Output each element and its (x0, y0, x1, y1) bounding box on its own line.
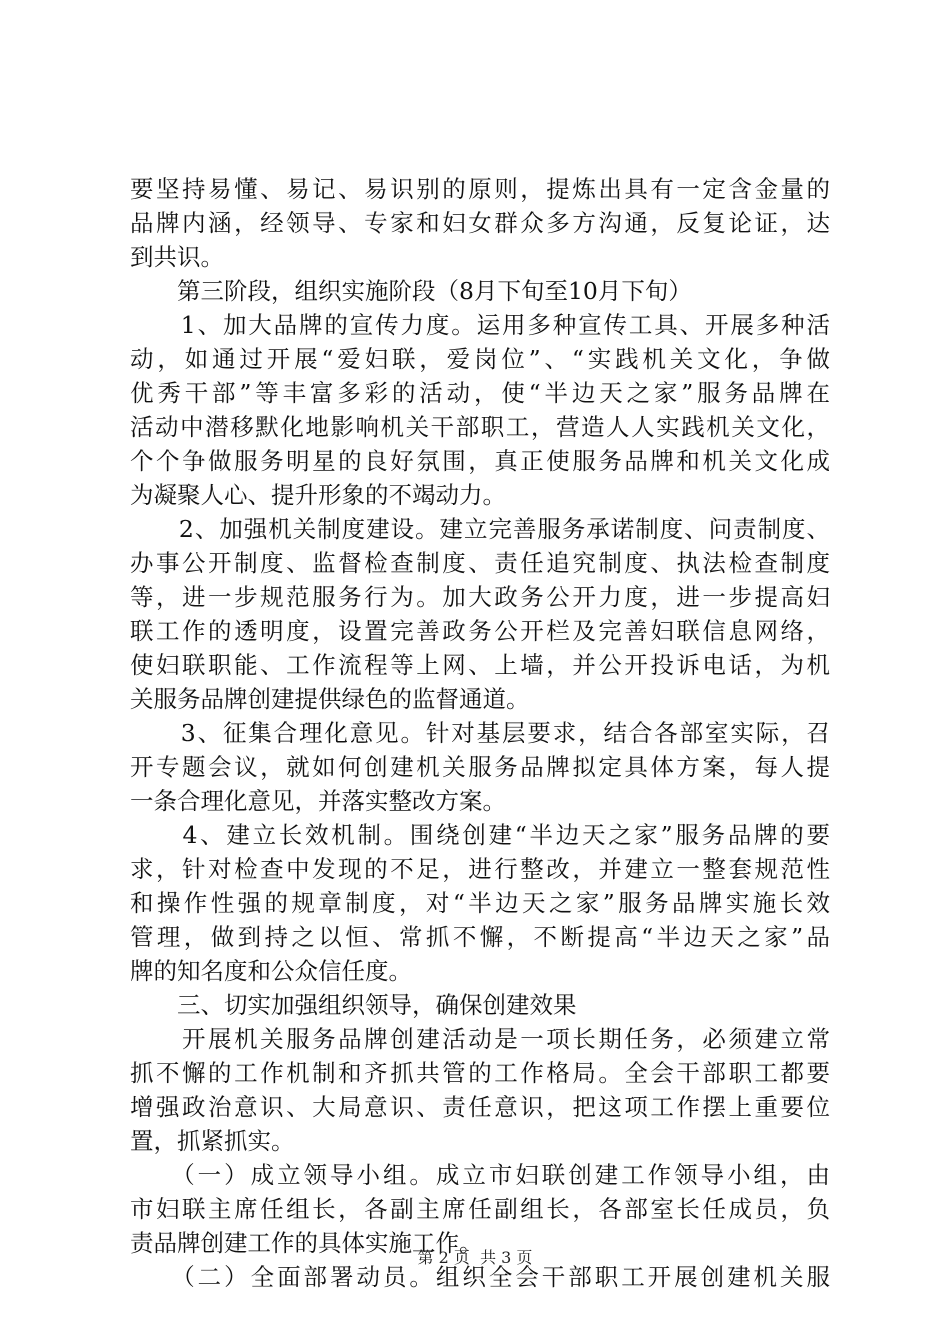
text-line: 责品牌创建工作的具体实施工作。 (130, 1229, 483, 1257)
page-footer (0, 1248, 950, 1268)
text-line: 抓不懈的工作机制和齐抓共管的工作格局。全会干部职工都要 (130, 1059, 830, 1087)
text-line: 优秀干部”等丰富多彩的活动，使“半边天之家”服务品牌在 (130, 379, 830, 407)
text-line: 第三阶段，组织实施阶段（8月下旬至10月下旬） (130, 277, 692, 305)
text-line: （二）全面部署动员。组织全会干部职工开展创建机关服 (130, 1263, 830, 1291)
text-line: 4、建立长效机制。围绕创建“半边天之家”服务品牌的要 (130, 821, 830, 849)
text-line: 三、切实加强组织领导，确保创建效果 (130, 991, 577, 1019)
text-line: 3、征集合理化意见。针对基层要求，结合各部室实际，召 (130, 719, 830, 747)
text-line: 1、加大品牌的宣传力度。运用多种宣传工具、开展多种活 (130, 311, 830, 339)
text-line: 个个争做服务明星的良好氛围，真正使服务品牌和机关文化成 (130, 447, 830, 475)
text-line: 使妇联职能、工作流程等上网、上墙，并公开投诉电话，为机 (130, 651, 830, 679)
document-body (130, 172, 830, 1294)
page-number-text: 第 2 页 共 3 页 (417, 1248, 533, 1267)
text-line: 一条合理化意见，并落实整改方案。 (130, 787, 506, 815)
text-line: （一）成立领导小组。成立市妇联创建工作领导小组，由 (130, 1161, 830, 1189)
text-line: 牌的知名度和公众信任度。 (130, 957, 412, 985)
text-line: 和操作性强的规章制度，对“半边天之家”服务品牌实施长效 (130, 889, 830, 917)
text-line: 活动中潜移默化地影响机关干部职工，营造人人实践机关文化， (130, 413, 830, 441)
text-line: 2、加强机关制度建设。建立完善服务承诺制度、问责制度、 (130, 515, 830, 543)
text-line: 动，如通过开展“爱妇联，爱岗位”、“实践机关文化，争做 (130, 345, 830, 373)
text-line: 等，进一步规范服务行为。加大政务公开力度，进一步提高妇 (130, 583, 830, 611)
text-line: 办事公开制度、监督检查制度、责任追究制度、执法检查制度 (130, 549, 830, 577)
text-line: 置，抓紧抓实。 (130, 1127, 295, 1155)
text-line: 求，针对检查中发现的不足，进行整改，并建立一整套规范性 (130, 855, 830, 883)
text-line: 开专题会议，就如何创建机关服务品牌拟定具体方案，每人提 (130, 753, 830, 781)
text-line: 关服务品牌创建提供绿色的监督通道。 (130, 685, 530, 713)
text-line: 要坚持易懂、易记、易识别的原则，提炼出具有一定含金量的 (130, 175, 830, 203)
text-line: 开展机关服务品牌创建活动是一项长期任务，必须建立常 (130, 1025, 830, 1053)
text-line: 管理，做到持之以恒、常抓不懈，不断提高“半边天之家”品 (130, 923, 830, 951)
text-line: 增强政治意识、大局意识、责任意识，把这项工作摆上重要位 (130, 1093, 830, 1121)
text-line: 到共识。 (130, 243, 224, 271)
text-line: 品牌内涵，经领导、专家和妇女群众多方沟通，反复论证，达 (130, 209, 830, 237)
text-line: 联工作的透明度，设置完善政务公开栏及完善妇联信息网络， (130, 617, 830, 645)
text-line: 为凝聚人心、提升形象的不竭动力。 (130, 481, 506, 509)
text-line: 市妇联主席任组长，各副主席任副组长，各部室长任成员，负 (130, 1195, 830, 1223)
